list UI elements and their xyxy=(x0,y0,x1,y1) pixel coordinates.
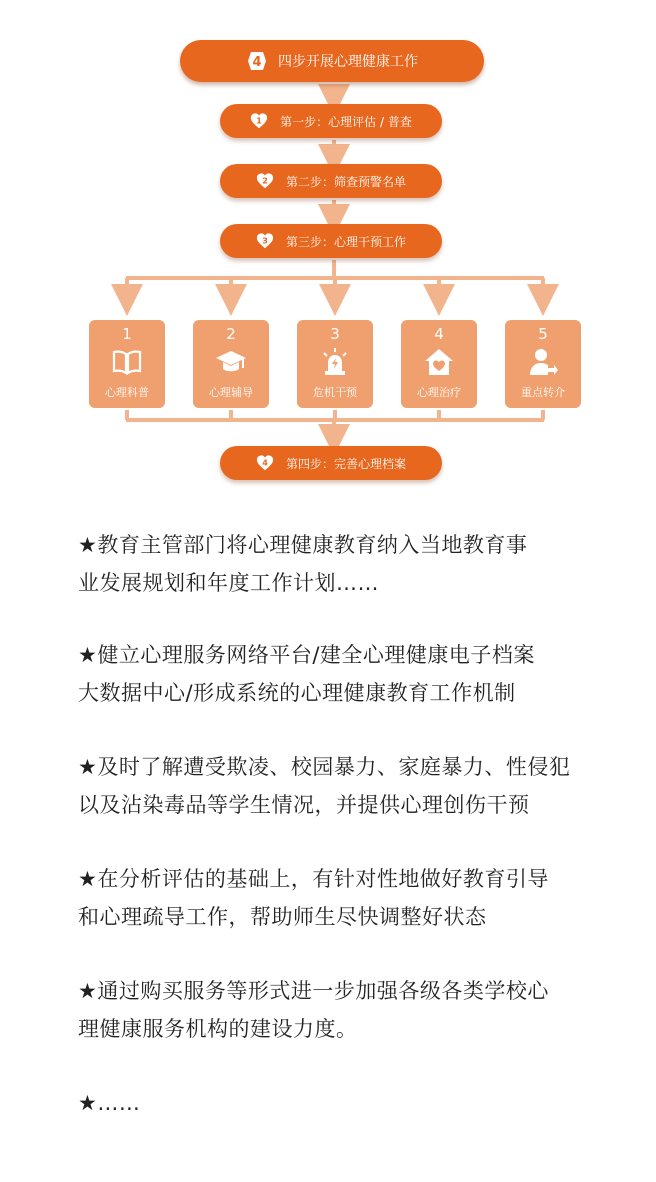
card-number: 3 xyxy=(330,325,340,343)
step-label: 第二步：筛查预警名单 xyxy=(285,174,406,189)
card-number: 4 xyxy=(434,325,444,343)
alarm-light-icon xyxy=(319,346,351,378)
svg-text:1: 1 xyxy=(256,115,262,126)
card-number: 5 xyxy=(538,325,548,343)
card-number: 1 xyxy=(122,325,132,343)
step-label: 第三步：心理干预工作 xyxy=(285,234,406,249)
step-2-pill xyxy=(220,164,442,198)
paragraph-line: ★及时了解遭受欺凌、校园暴力、家庭暴力、性侵犯 xyxy=(78,755,571,779)
book-icon xyxy=(111,346,143,378)
paragraph-6 xyxy=(78,1084,626,1122)
card-science-popularization xyxy=(89,320,165,408)
heart-badge-icon xyxy=(250,112,268,130)
step-label: 第四步：完善心理档案 xyxy=(285,456,406,471)
card-label: 重点转介 xyxy=(521,386,565,399)
heart-badge-icon xyxy=(256,232,274,250)
svg-text:3: 3 xyxy=(262,235,268,246)
paragraph-2 xyxy=(78,636,626,712)
person-transfer-icon xyxy=(527,346,559,378)
flow-title-pill xyxy=(180,40,484,82)
card-psychotherapy xyxy=(401,320,477,408)
paragraph-line: ★教育主管部门将心理健康教育纳入当地教育事 xyxy=(78,533,528,557)
card-label: 心理辅导 xyxy=(209,386,253,399)
house-heart-icon xyxy=(423,346,455,378)
heart-badge-icon xyxy=(256,172,274,190)
paragraph-1 xyxy=(78,526,626,602)
graduation-cap-icon xyxy=(215,346,247,378)
paragraph-line: 业发展规划和年度工作计划…… xyxy=(78,571,379,595)
paragraph-3 xyxy=(78,748,626,824)
number-badge-icon xyxy=(246,50,268,72)
paragraph-line: 理健康服务机构的建设力度。 xyxy=(78,1017,358,1041)
card-label: 危机干预 xyxy=(313,386,357,399)
step-1-pill xyxy=(220,104,442,138)
flow-title: 四步开展心理健康工作 xyxy=(278,54,418,70)
paragraph-line: ★…… xyxy=(78,1091,141,1115)
paragraph-line: ★在分析评估的基础上，有针对性地做好教育引导 xyxy=(78,867,549,891)
card-number: 2 xyxy=(226,325,236,343)
svg-text:4: 4 xyxy=(262,457,268,468)
card-key-referral xyxy=(505,320,581,408)
paragraph-line: 以及沾染毒品等学生情况，并提供心理创伤干预 xyxy=(78,793,530,817)
heart-badge-icon xyxy=(256,454,274,472)
card-crisis-intervention xyxy=(297,320,373,408)
card-counseling xyxy=(193,320,269,408)
paragraph-line: ★健立心理服务网络平台/建全心理健康电子档案 xyxy=(78,643,535,667)
paragraph-line: ★通过购买服务等形式进一步加强各级各类学校心 xyxy=(78,979,549,1003)
card-label: 心理科普 xyxy=(105,386,149,399)
step-4-pill xyxy=(220,446,442,480)
paragraph-line: 和心理疏导工作，帮助师生尽快调整好状态 xyxy=(78,905,487,929)
svg-text:4: 4 xyxy=(252,55,262,70)
paragraph-4 xyxy=(78,860,626,936)
step-3-pill xyxy=(220,224,442,258)
card-label: 心理治疗 xyxy=(417,386,461,399)
step-label: 第一步：心理评估 / 普查 xyxy=(280,114,412,129)
paragraph-5 xyxy=(78,972,626,1048)
paragraph-line: 大数据中心/形成系统的心理健康教育工作机制 xyxy=(78,681,516,705)
svg-text:2: 2 xyxy=(262,175,268,186)
flowchart xyxy=(0,0,656,500)
